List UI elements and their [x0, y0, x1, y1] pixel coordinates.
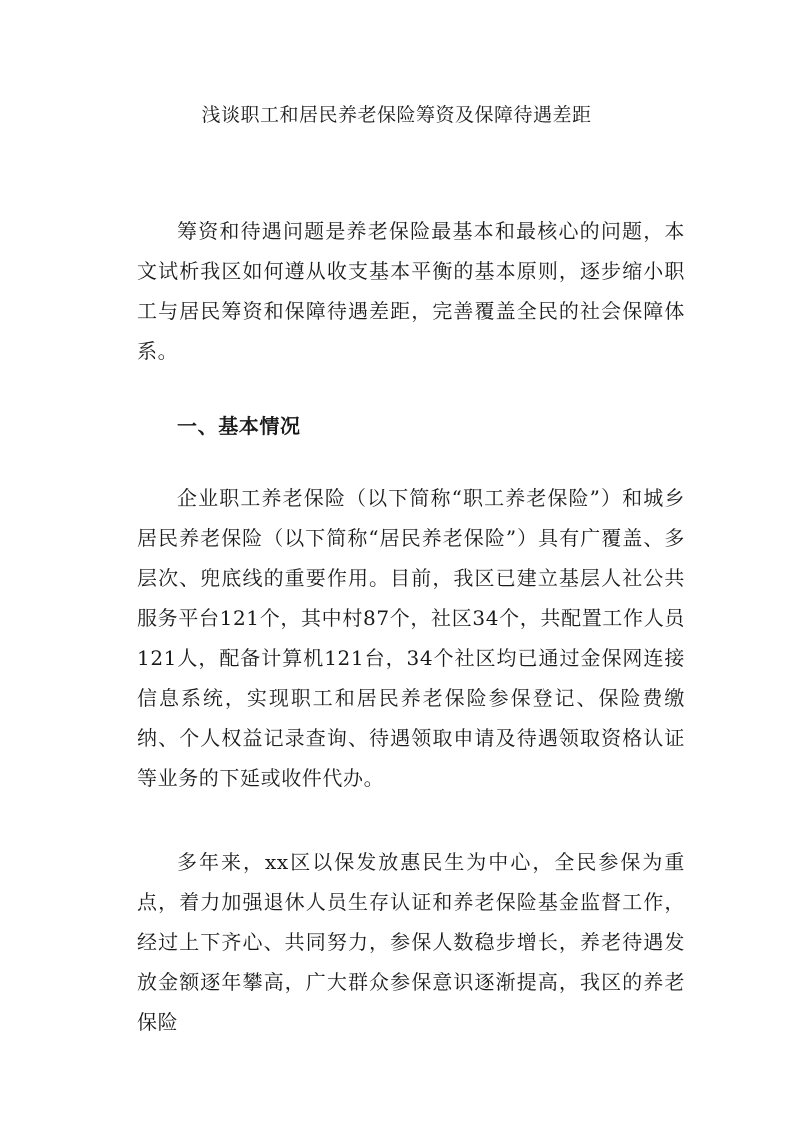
- body-paragraph: 企业职工养老保险（以下简称“职工养老保险”）和城乡居民养老保险（以下简称“居民养老保险”）具有广覆盖、多层次、兜底线的重要作用。目前，我区已建立基层人社公共服务平台121个，其中村87个，社区34个，共配置工作人员121人，配备计算机121台，34个社区均已通过金保网连接信息系统，实现职工和居民养老保险参保登记、保险费缴纳、个人权益记录查询、待遇领取申请及待遇领取资格认证等业务的下延或收件代办。: [137, 486, 685, 790]
- body-paragraph: 多年来，xx区以保发放惠民生为中心，全民参保为重点，着力加强退休人员生存认证和养老保险基金监督工作，经过上下齐心、共同努力，参保人数稳步增长，养老待遇发放金额逐年攀高，广大群众参保意识逐渐提高，我区的养老保险: [137, 850, 685, 1034]
- section-heading: 一、基本情况: [177, 414, 301, 438]
- document-title: 浅谈职工和居民养老保险筹资及保障待遇差距: [201, 104, 592, 126]
- abstract-paragraph: 筹资和待遇问题是养老保险最基本和最核心的问题，本文试析我区如何遵从收支基本平衡的基本原则，逐步缩小职工与居民筹资和保障待遇差距，完善覆盖全民的社会保障体系。: [137, 219, 685, 363]
